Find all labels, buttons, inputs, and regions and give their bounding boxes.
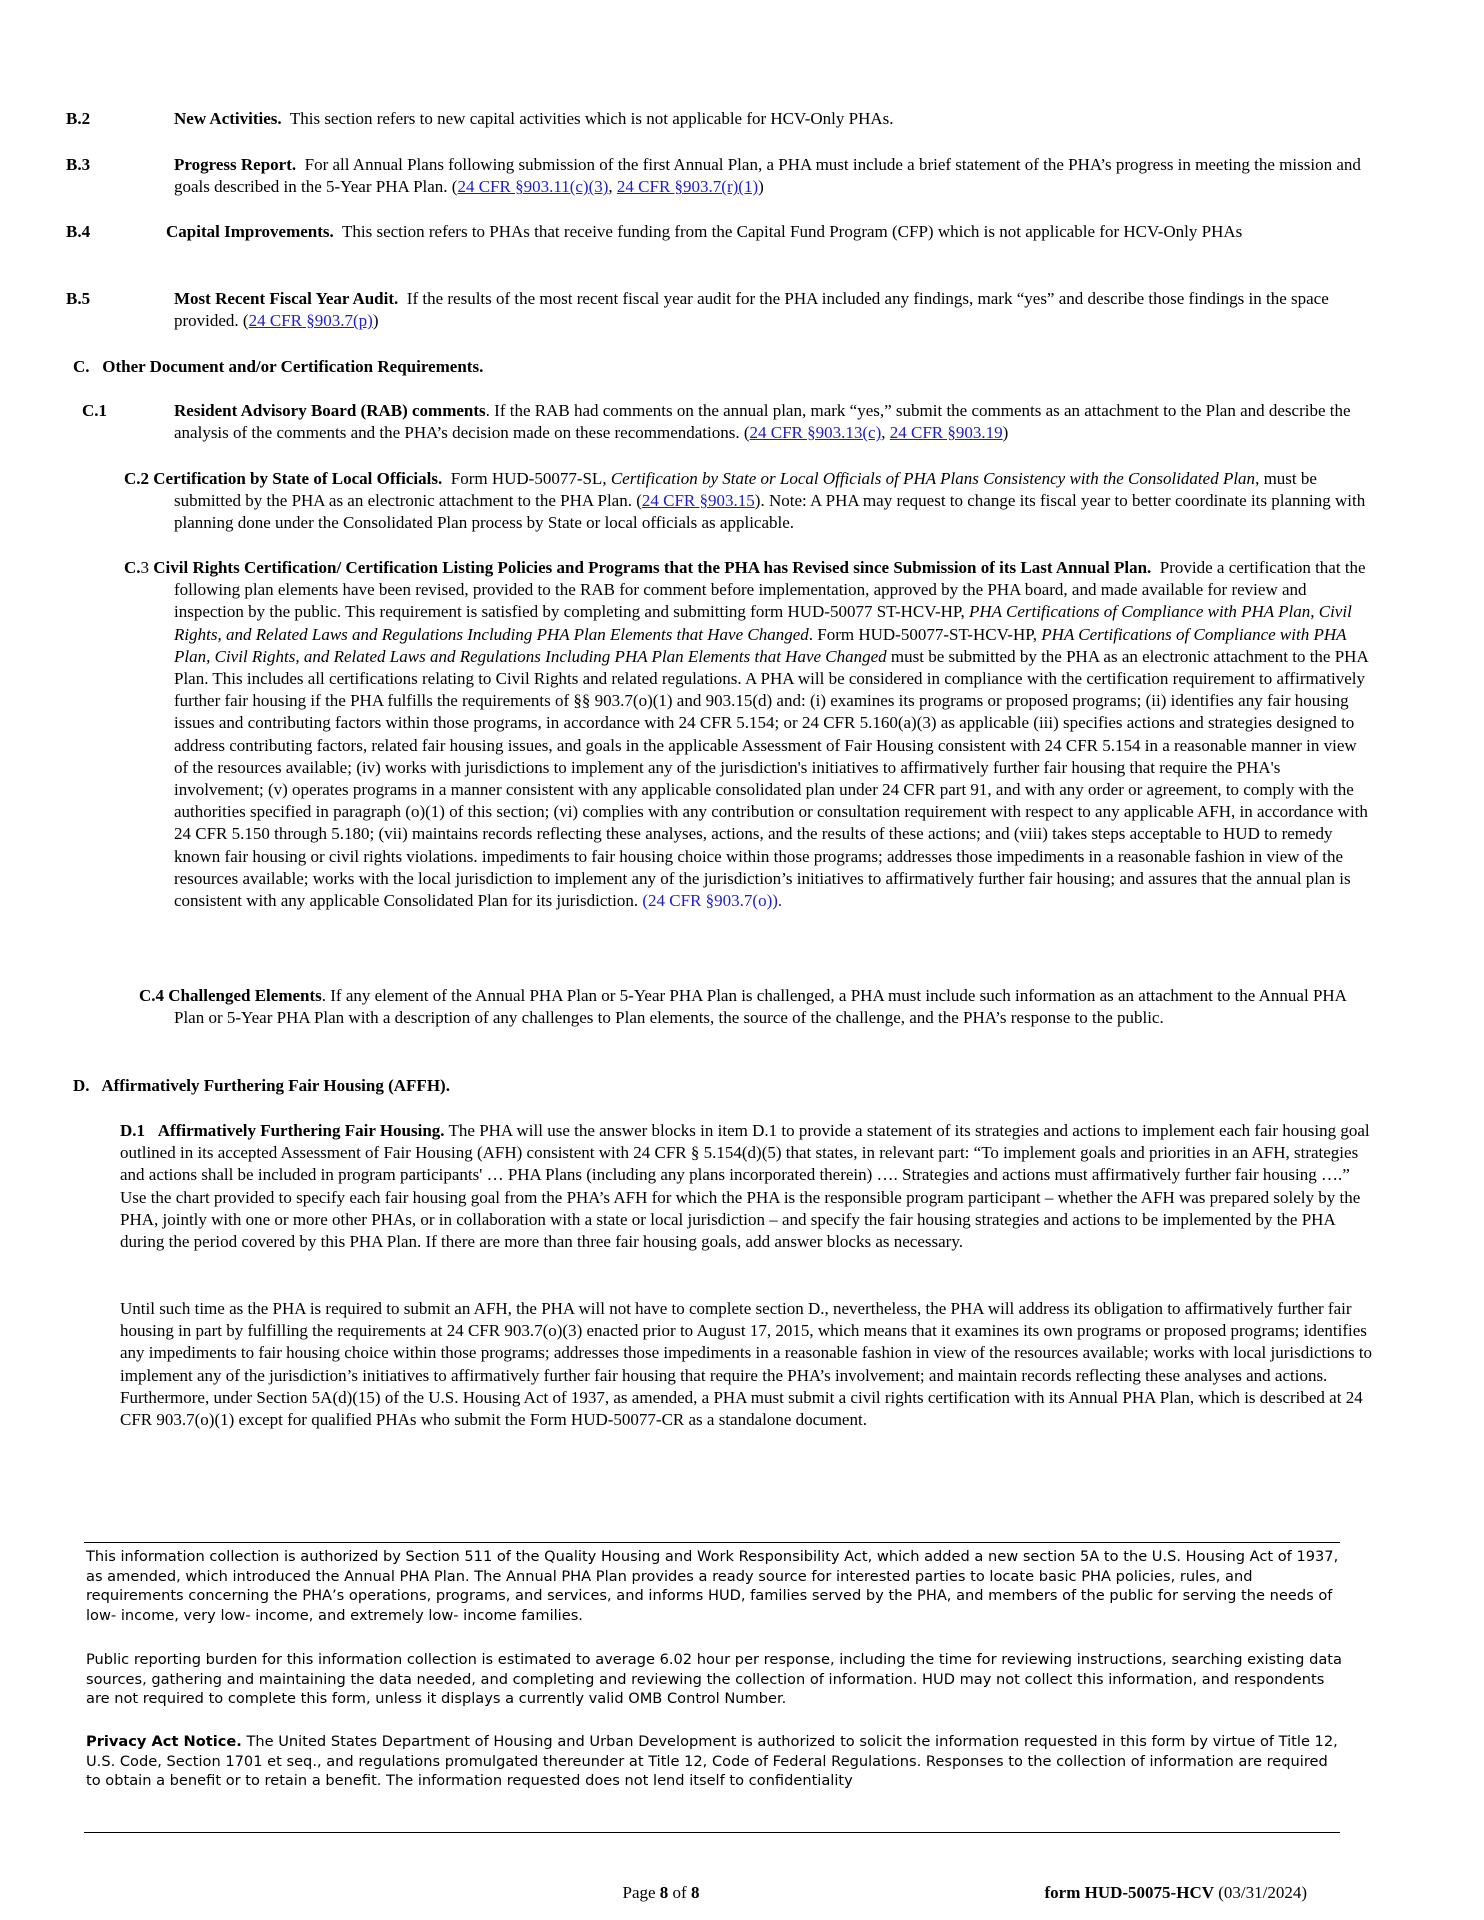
item-text: If the results of the most recent fiscal year audit for the PHA included any findings, mark “yes” and describe those findings in the space provided. ( — [174, 289, 1329, 331]
privacy-title: Privacy Act Notice. — [86, 1733, 242, 1750]
item-b2 — [66, 108, 1374, 130]
item-text: This section refers to new capital activities which is not applicable for HCV-Only PHAs. — [289, 109, 894, 128]
footer-privacy — [86, 1732, 1346, 1791]
cfr-link[interactable]: 24 CFR §903.7(p) — [248, 311, 373, 331]
item-b4 — [66, 221, 1374, 243]
page-total: 8 — [690, 1883, 700, 1903]
item-title: Progress Report. — [174, 155, 297, 174]
item-c1 — [82, 400, 1374, 444]
item-text: For all Annual Plans following submission of the first Annual Plan, a PHA must include a brief statement of the PHA’s progress in meeting the mission and goals described in the 5-Year PHA Plan. ( — [174, 155, 1361, 197]
cfr-link[interactable]: 24 CFR §903.13(c) — [749, 423, 882, 443]
separator: , — [608, 177, 617, 197]
form-title: PHA Certifications of Compliance with PHA Plan, Civil Rights, and Related Laws and Regulations Including PHA Plan Elements that Have Changed — [174, 602, 1352, 644]
item-text: must be submitted by the PHA as an electronic attachment to the PHA Plan. This includes all certifications relating to Civil Rights and related regulations. A PHA will be considered in compliance with the certification requirement to affirmatively further fair housing if the PHA fulfills the requirements of §§ 903.7(o)(1) and 903.15(d) and: (i) examines its programs or proposed programs; (ii) identifies any fair housing issues and contributing factors within those programs, in accordance with 24 CFR 5.154; or 24 CFR 5.160(a)(3) as applicable (iii) specifies actions and strategies designed to address contributing factors, related fair housing issues, and goals in the applicable Assessment of Fair Housing consistent with 24 CFR 5.154 in a reasonable manner in view of the resources available; (iv) works with jurisdictions to implement any of the jurisdiction's initiatives to affirmatively further fair housing that require the PHA's involvement; (v) operates programs in a manner consistent with any applicable consolidated plan under 24 CFR part 91, and with any order or agreement, to comply with the authorities specified in paragraph (o)(1) of this section; (vi) complies with any contribution or consultation requirement with respect to any applicable AFH, in accordance with 24 CFR 5.150 through 5.180; (vii) maintains records reflecting these analyses, actions, and the results of these actions; and (viii) takes steps acceptable to HUD to remedy known fair housing or civil rights violations. impediments to fair housing choice within those programs; addresses those impediments in a reasonable fashion in view of the resources available; works with the local jurisdiction to implement any of the jurisdiction’s initiatives to affirmatively further fair housing; and assures that the annual plan is consistent with any applicable Consolidated Plan for its jurisdiction. — [174, 646, 1368, 911]
item-number: D.1 — [120, 1121, 146, 1140]
section-d-heading: D. Affirmatively Furthering Fair Housing (AFFH). — [73, 1076, 450, 1095]
item-title: Affirmatively Furthering Fair Housing. — [157, 1121, 445, 1140]
item-title: Most Recent Fiscal Year Audit. — [174, 289, 399, 308]
item-number: C. — [124, 558, 141, 577]
item-text: . If the RAB had comments on the annual plan, mark “yes,” submit the comments as an attachment to the Plan and describe the analysis of the comments and the PHA’s decision made on these recommendations. ( — [174, 401, 1351, 443]
item-text: The PHA will use the answer blocks in item D.1 to provide a statement of its strategies and actions to implement each fair housing goal outlined in its accepted Assessment of Fair Housing (AFH) consistent with 24 CFR § 5.154(d)(5) that states, in relevant part: “To implement goals and priorities in an AFH, strategies and actions shall be included in program participants' … PHA Plans (including any plans incorporated therein) …. Strategies and actions must affirmatively further fair housing ….” Use the chart provided to specify each fair housing goal from the PHA’s AFH for which the PHA is the responsible program participant – whether the AFH was prepared solely by the PHA, jointly with one or more other PHAs, or in collaboration with a state or local jurisdiction – and specify the fair housing strategies and actions to be implemented by the PHA during the period covered by this PHA Plan. If there are more than three fair housing goals, add answer blocks as necessary. — [120, 1121, 1370, 1252]
item-title: Capital Improvements. — [166, 222, 334, 241]
item-c4 — [139, 985, 1374, 1029]
item-d1 — [120, 1120, 1380, 1253]
page-prefix: Page — [622, 1883, 660, 1903]
item-c3 — [124, 557, 1374, 912]
item-text: . Form HUD-50077-ST-HCV-HP, — [808, 624, 1042, 644]
form-title: PHA Certifications of Compliance with PHA Plan, Civil Rights, and Related Laws and Regulations Including PHA Plan Elements that Have Changed — [174, 624, 1347, 666]
item-title: New Activities. — [174, 109, 282, 128]
item-text: . If any element of the Annual PHA Plan or 5-Year PHA Plan is challenged, a PHA must include such information as an attachment to the Annual PHA Plan or 5-Year PHA Plan with a description of any challenges to Plan elements, the source of the challenge, and the PHA’s response to the public. — [174, 986, 1347, 1028]
close-paren: ) — [372, 311, 379, 331]
footer-top-rule — [84, 1542, 1340, 1543]
privacy-text: The United States Department of Housing and Urban Development is authorized to solicit the information requested in this form by virtue of Title 12, U.S. Code, Section 1701 et seq., and regulations promulgated thereunder at Title 12, Code of Federal Regulations. Responses to the collection of information are required to obtain a benefit or to retain a benefit. The information requested does not lend itself to confidentiality — [86, 1733, 1338, 1790]
item-number: B.2 — [66, 109, 91, 128]
page-number — [614, 1860, 699, 1904]
item-number: B.5 — [66, 289, 91, 308]
section-d-paragraph: Until such time as the PHA is required to submit an AFH, the PHA will not have to complete section D., nevertheless, the PHA will address its obligation to affirmatively further fair housing in part by fulfilling the requirements at 24 CFR 903.7(o)(3) enacted prior to August 17, 2015, which means that it examines its own programs or proposed programs; identifies any impediments to fair housing choice within those programs; addresses those impediments in a reasonable fashion in view of the resources available; works with local jurisdictions to implement any of the jurisdiction’s initiatives to affirmatively further fair housing that require the PHA’s involvement; and maintain records reflecting these analyses and actions. Furthermore, under Section 5A(d)(15) of the U.S. Housing Act of 1937, as amended, a PHA must submit a civil rights certification with its Annual PHA Plan, which is described at 24 CFR 903.7(o)(1) except for qualified PHAs who submit the Form HUD-50077-CR as a standalone document. — [120, 1299, 1373, 1430]
item-title: Challenged Elements — [168, 986, 322, 1005]
cfr-link[interactable]: 24 CFR §903.7(r)(1) — [616, 177, 759, 197]
item-number: B.4 — [66, 222, 91, 241]
item-number-suffix: 3 — [140, 558, 150, 577]
item-title: Certification by State of Local Officials. — [153, 469, 443, 488]
item-text: , must be submitted by the PHA as an electronic attachment to the PHA Plan. ( — [174, 469, 1317, 511]
form-date: (03/31/2024) — [1214, 1883, 1308, 1903]
cfr-link[interactable]: 24 CFR §903.11(c)(3) — [457, 177, 609, 197]
close-paren: ) — [758, 177, 764, 197]
page-of: of — [668, 1883, 691, 1903]
item-text: Provide a certification that the following plan elements have been revised, provided to the RAB for comment before implementation, approved by the PHA board, and made available for review and inspection by the public. This requirement is satisfied by completing and submitting form HUD-50077 ST-HCV-HP, — [174, 558, 1366, 622]
item-text: Form HUD-50077-SL, — [450, 469, 611, 488]
footer-bottom-rule — [84, 1832, 1340, 1833]
cfr-citation: (24 CFR §903.7(o)). — [642, 891, 783, 911]
item-number: C.1 — [82, 401, 108, 420]
item-text: This section refers to PHAs that receive funding from the Capital Fund Program (CFP) which is not applicable for HCV-Only PHAs — [342, 222, 1243, 241]
section-c-heading: C. Other Document and/or Certification Requirements. — [73, 357, 484, 376]
cfr-link[interactable]: 24 CFR §903.19 — [889, 423, 1003, 443]
separator: , — [881, 423, 890, 443]
item-title: Civil Rights Certification/ Certification Listing Policies and Programs that the PHA has Revised since Submission of its Last Annual Plan. — [153, 558, 1152, 577]
footer-burden: Public reporting burden for this information collection is estimated to average 6.02 hour per response, including the time for reviewing instructions, searching existing data sources, gathering and maintaining the data needed, and completing and reviewing the collection of information. HUD may not collect this information, and respondents are not required to complete this form, unless it displays a currently valid OMB Control Number. — [86, 1651, 1342, 1708]
item-title: Resident Advisory Board (RAB) comments — [174, 401, 486, 420]
form-identifier — [1036, 1860, 1307, 1904]
item-c2 — [124, 468, 1374, 535]
cfr-link[interactable]: 24 CFR §903.15 — [641, 491, 755, 511]
close-paren: ) — [1002, 423, 1009, 443]
item-number: C.2 — [124, 469, 150, 488]
item-number: B.3 — [66, 155, 91, 174]
page-current: 8 — [659, 1883, 669, 1903]
footer-authorization: This information collection is authorized by Section 511 of the Quality Housing and Work Responsibility Act, which added a new section 5A to the U.S. Housing Act of 1937, as amended, which introduced the Annual PHA Plan. The Annual PHA Plan provides a ready source for interested parties to locate basic PHA policies, rules, and requirements concerning the PHA’s operations, programs, and services, and informs HUD, families served by the PHA, and members of the public for serving the needs of low- income, very low- income, and extremely low- income families. — [86, 1548, 1339, 1624]
form-title: Certification by State or Local Officials of PHA Plans Consistency with the Consolidated Plan — [610, 469, 1256, 488]
form-name: form HUD-50075-HCV — [1044, 1883, 1214, 1903]
item-text: ). Note: A PHA may request to change its fiscal year to better coordinate its planning with planning done under the Consolidated Plan process by State or local officials as applicable. — [174, 491, 1366, 533]
item-number: C.4 — [139, 986, 165, 1005]
item-b5 — [66, 288, 1374, 332]
item-b3 — [66, 154, 1374, 198]
